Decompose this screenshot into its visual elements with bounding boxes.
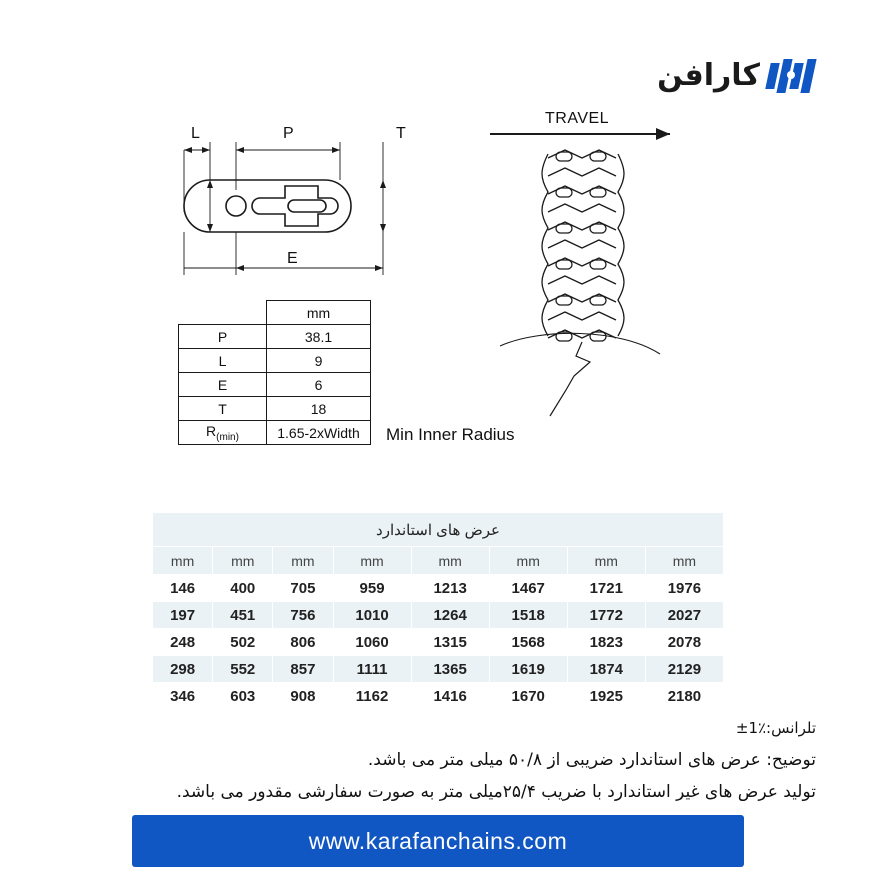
cell: 1111: [333, 656, 411, 683]
column-header: mm: [273, 547, 333, 575]
chain-mesh-svg: [470, 100, 800, 460]
cell: 298: [153, 656, 213, 683]
brand-logo: [657, 58, 814, 93]
link-dimension-svg: [140, 120, 460, 320]
dim-value: 9: [267, 349, 371, 373]
cell: 451: [213, 602, 273, 629]
dim-symbol-subscript: (min): [216, 431, 239, 443]
table-row: [153, 656, 724, 683]
dim-symbol: P: [179, 325, 267, 349]
dim-symbol: R: [206, 422, 217, 439]
cell: 552: [213, 656, 273, 683]
svg-text:L: L: [191, 125, 200, 142]
table-row: [179, 301, 371, 325]
cell: 806: [273, 629, 333, 656]
cell: 1365: [411, 656, 489, 683]
cell: 1467: [489, 575, 567, 602]
column-header: mm: [489, 547, 567, 575]
footer-bar[interactable]: [132, 815, 744, 867]
table-row: [179, 349, 371, 373]
note-standard-widths: توضیح: عرض های استاندارد ضریبی از ۵۰/۸ میلی متر می باشد.: [367, 750, 816, 770]
cell: 1416: [411, 683, 489, 710]
chain-mesh-drawing: [470, 100, 800, 460]
column-header: mm: [213, 547, 273, 575]
standard-widths-table: [152, 512, 724, 710]
cell: 1925: [567, 683, 645, 710]
notes-section: [116, 712, 816, 808]
widths-table-title: عرض های استاندارد: [153, 513, 724, 547]
cell: 1162: [333, 683, 411, 710]
cell: 1010: [333, 602, 411, 629]
dim-value: 6: [267, 373, 371, 397]
dimension-table: [178, 300, 371, 445]
cell: 1264: [411, 602, 489, 629]
cell: 1874: [567, 656, 645, 683]
cell: 2180: [645, 683, 723, 710]
travel-label: TRAVEL: [545, 110, 610, 127]
table-row: [179, 373, 371, 397]
cell: 603: [213, 683, 273, 710]
dim-corner-cell: [179, 301, 267, 325]
column-header: mm: [333, 547, 411, 575]
cell: 1518: [489, 602, 567, 629]
cell: 1568: [489, 629, 567, 656]
cell: 959: [333, 575, 411, 602]
table-row: [179, 397, 371, 421]
table-unit-row: [153, 547, 724, 575]
table-row: [153, 629, 724, 656]
cell: 756: [273, 602, 333, 629]
dim-symbol: E: [179, 373, 267, 397]
cell: 197: [153, 602, 213, 629]
brand-logo-mark: [768, 59, 814, 93]
dim-value: 38.1: [267, 325, 371, 349]
column-header: mm: [567, 547, 645, 575]
cell: 705: [273, 575, 333, 602]
table-title-row: [153, 513, 724, 547]
svg-text:E: E: [287, 250, 298, 267]
dim-value: 1.65-2xWidth: [267, 421, 371, 445]
dim-symbol-rmin: [179, 421, 267, 445]
dim-symbol: T: [179, 397, 267, 421]
table-row: [179, 325, 371, 349]
min-inner-radius-label: Min Inner Radius: [386, 425, 515, 444]
cell: 1823: [567, 629, 645, 656]
website-url[interactable]: www.karafanchains.com: [308, 827, 568, 854]
table-row: [153, 575, 724, 602]
cell: 1619: [489, 656, 567, 683]
column-header: mm: [411, 547, 489, 575]
note-custom-widths: تولید عرض های غیر استاندارد با ضریب ۲۵/۴میلی متر به صورت سفارشی مقدور می باشد.: [176, 782, 816, 802]
cell: 2078: [645, 629, 723, 656]
dim-unit-header: mm: [267, 301, 371, 325]
column-header: mm: [645, 547, 723, 575]
brand-logo-text: کارافن: [657, 58, 760, 93]
cell: 1315: [411, 629, 489, 656]
cell: 1976: [645, 575, 723, 602]
cell: 857: [273, 656, 333, 683]
svg-text:T: T: [396, 125, 406, 142]
cell: 146: [153, 575, 213, 602]
cell: 2027: [645, 602, 723, 629]
table-row: [179, 421, 371, 445]
cell: 1772: [567, 602, 645, 629]
cell: 502: [213, 629, 273, 656]
cell: 1213: [411, 575, 489, 602]
cell: 2129: [645, 656, 723, 683]
dim-value: 18: [267, 397, 371, 421]
cell: 1721: [567, 575, 645, 602]
column-header: mm: [153, 547, 213, 575]
cell: 908: [273, 683, 333, 710]
dim-symbol: L: [179, 349, 267, 373]
cell: 400: [213, 575, 273, 602]
cell: 248: [153, 629, 213, 656]
svg-text:P: P: [283, 125, 294, 142]
cell: 1060: [333, 629, 411, 656]
note-tolerance: تلرانس:٪1±: [735, 719, 816, 737]
cell: 1670: [489, 683, 567, 710]
table-row: [153, 683, 724, 710]
cell: 346: [153, 683, 213, 710]
table-row: [153, 602, 724, 629]
